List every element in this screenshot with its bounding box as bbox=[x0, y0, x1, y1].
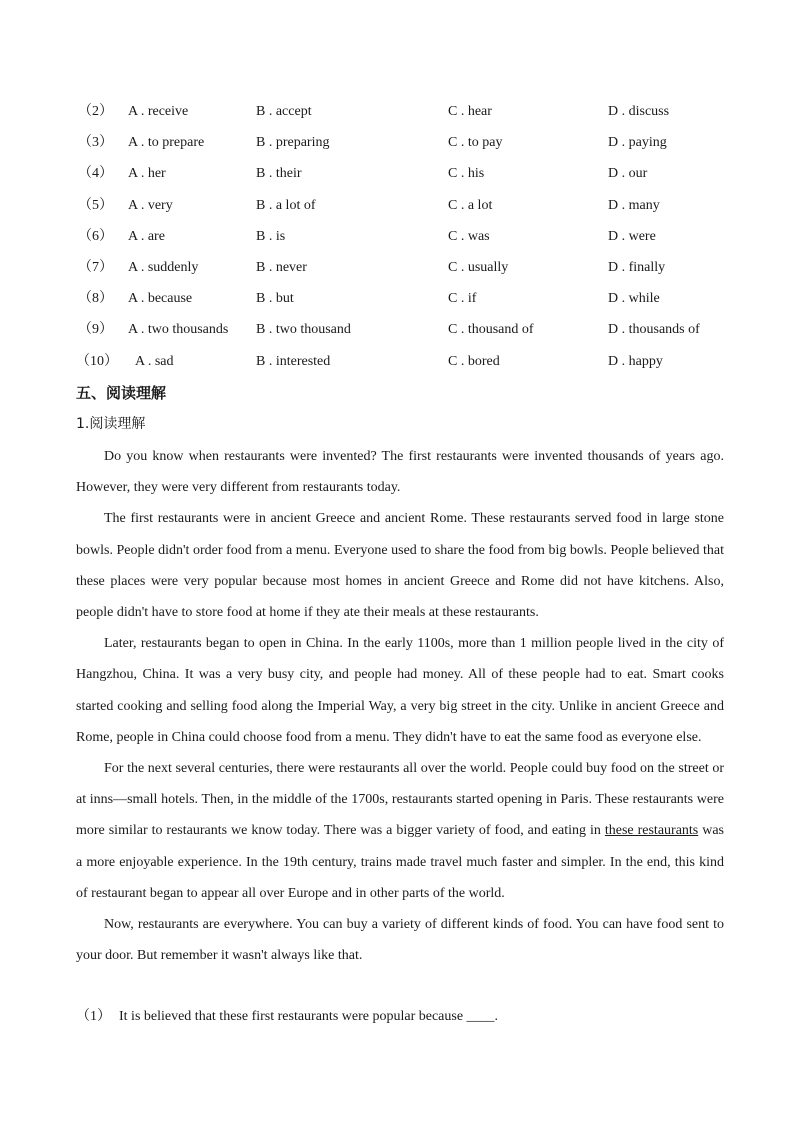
passage-paragraph: Do you know when restaurants were invented? The first restaurants were invented thousands of years ago. However, they were very different from restaurants today. bbox=[76, 449, 724, 496]
option-a: A . her bbox=[128, 166, 166, 181]
question-number: （4） bbox=[78, 166, 113, 181]
passage-paragraph: Later, restaurants began to open in China. In the early 1100s, more than 1 million people lived in the city of Hangzhou, China. It was a very busy city, and people had money. All of these people had to eat. Smart cooks started cooking and selling food along the Imperial Way, a very big street in the city. Unlike in ancient Greece and Rome, people in China could choose food from a menu. They didn't have to eat the same food as everyone else. bbox=[76, 636, 724, 745]
question-number: （9） bbox=[78, 322, 113, 337]
option-b: B . never bbox=[256, 260, 307, 275]
option-b: B . accept bbox=[256, 104, 312, 119]
option-d: D . discuss bbox=[608, 104, 670, 119]
question-number: （8） bbox=[78, 291, 113, 306]
sub-heading: 1.阅读理解 bbox=[76, 416, 146, 432]
option-d: D . happy bbox=[608, 354, 663, 369]
option-a: A . two thousands bbox=[128, 322, 229, 337]
option-b: B . interested bbox=[256, 354, 331, 369]
passage-paragraph: Now, restaurants are everywhere. You can buy a variety of different kinds of food. You can have food sent to your door. But remember it wasn't always like that. bbox=[76, 917, 724, 964]
option-row bbox=[0, 320, 794, 340]
option-d: D . our bbox=[608, 166, 648, 181]
option-d: D . paying bbox=[608, 135, 667, 150]
passage-text: For the next several centuries, there were restaurants all over the world. People could buy food on the street or at inns—small hotels. Then, in the middle of the 1700s, restaurants started opening in Paris. These restaurants were more similar to restaurants we know today. There was a bigger variety of food, and eating in bbox=[76, 761, 724, 839]
option-row bbox=[0, 352, 794, 372]
option-a: A . very bbox=[128, 198, 173, 213]
reading-passage bbox=[76, 441, 724, 971]
option-c: C . bored bbox=[448, 354, 500, 369]
question-text: It is believed that these first restaurants were popular because ____. bbox=[119, 1009, 499, 1024]
option-b: B . preparing bbox=[256, 135, 330, 150]
option-d: D . finally bbox=[608, 260, 666, 275]
option-a: A . because bbox=[128, 291, 193, 306]
option-c: C . to pay bbox=[448, 135, 503, 150]
option-a: A . suddenly bbox=[128, 260, 199, 275]
option-a: A . to prepare bbox=[128, 135, 205, 150]
question-number: （1） bbox=[76, 1009, 111, 1024]
option-b: B . is bbox=[256, 229, 286, 244]
option-a: A . receive bbox=[128, 104, 189, 119]
option-c: C . was bbox=[448, 229, 490, 244]
option-b: B . a lot of bbox=[256, 198, 316, 213]
option-row bbox=[0, 102, 794, 122]
option-row bbox=[0, 196, 794, 216]
question-number: （5） bbox=[78, 198, 113, 213]
option-c: C . hear bbox=[448, 104, 492, 119]
option-d: D . while bbox=[608, 291, 660, 306]
option-c: C . if bbox=[448, 291, 477, 306]
option-row bbox=[0, 227, 794, 247]
question-number: （2） bbox=[78, 104, 113, 119]
option-a: A . are bbox=[128, 229, 165, 244]
passage-text: was a more enjoyable experience. In the 19th century, trains made travel much faster and simpler. In the end, this kind of restaurant began to appear all over Europe and in other parts of the world. bbox=[76, 823, 724, 901]
option-row bbox=[0, 258, 794, 278]
option-a: A . sad bbox=[135, 354, 174, 369]
option-d: D . thousands of bbox=[608, 322, 700, 337]
question-number: （7） bbox=[78, 260, 113, 275]
option-row bbox=[0, 164, 794, 184]
option-row bbox=[0, 289, 794, 309]
option-c: C . his bbox=[448, 166, 485, 181]
passage-paragraph bbox=[76, 753, 724, 909]
option-d: D . were bbox=[608, 229, 656, 244]
option-b: B . but bbox=[256, 291, 294, 306]
option-c: C . a lot bbox=[448, 198, 493, 213]
underlined-phrase: these restaurants bbox=[604, 823, 699, 839]
option-c: C . usually bbox=[448, 260, 509, 275]
option-b: B . their bbox=[256, 166, 302, 181]
passage-paragraph: The first restaurants were in ancient Greece and ancient Rome. These restaurants served food in large stone bowls. People didn't order food from a menu. Everyone used to share the food from big bowls. People believed that these places were very popular because most homes in ancient Greece and Rome did not have kitchens. Also, people didn't have to store food at home if they ate their meals at these restaurants. bbox=[76, 511, 724, 621]
question-number: （10） bbox=[76, 354, 118, 369]
option-b: B . two thousand bbox=[256, 322, 351, 337]
option-d: D . many bbox=[608, 198, 660, 213]
question-number: （3） bbox=[78, 135, 113, 150]
section-heading: 五、阅读理解 bbox=[76, 384, 167, 402]
option-row bbox=[0, 133, 794, 153]
option-c: C . thousand of bbox=[448, 322, 534, 337]
question-item bbox=[76, 1005, 498, 1029]
question-number: （6） bbox=[78, 229, 113, 244]
